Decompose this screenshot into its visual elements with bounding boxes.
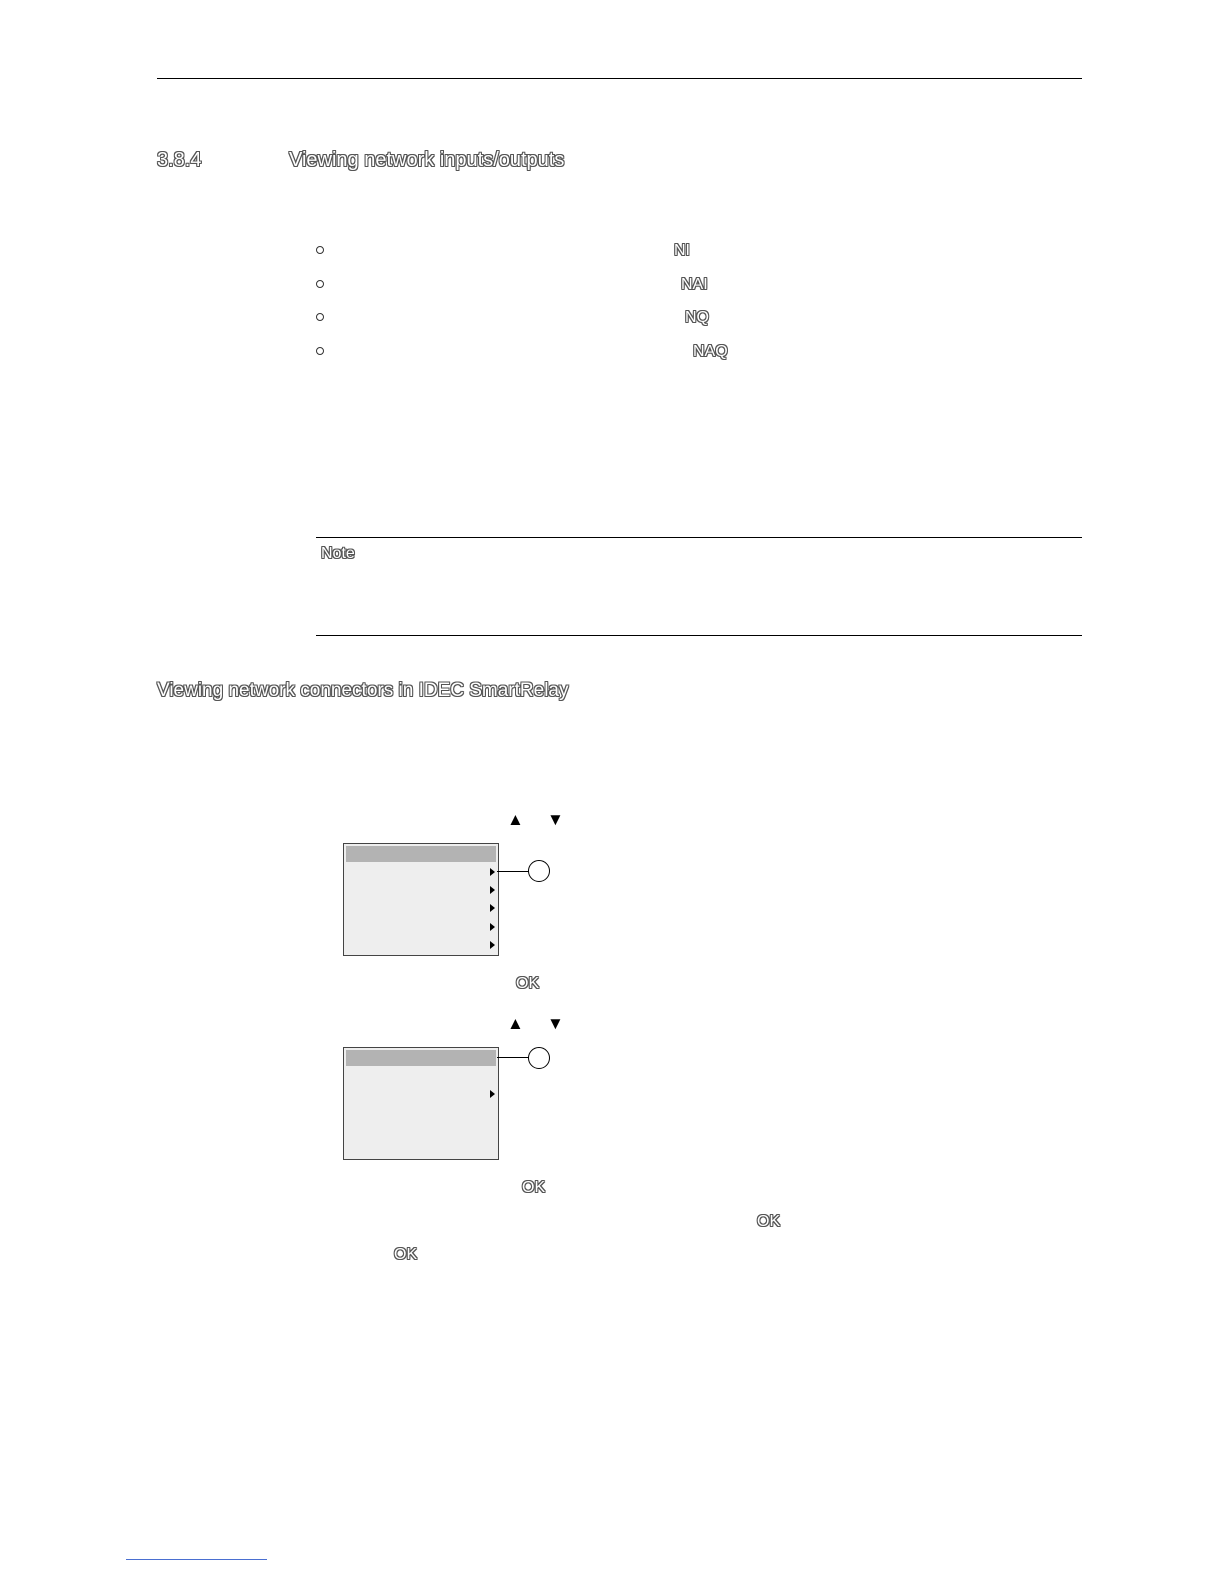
section-title: Viewing network inputs/outputs bbox=[289, 149, 565, 171]
ok-key-label: OK bbox=[757, 1213, 781, 1230]
callout-line bbox=[497, 871, 529, 872]
note-label: Note bbox=[321, 545, 355, 562]
bullet-code-nq: NQ bbox=[685, 309, 709, 326]
menu-pointer-icon bbox=[490, 1090, 495, 1098]
bullet-icon bbox=[316, 313, 324, 321]
callout-icon bbox=[528, 860, 550, 882]
bullet-icon bbox=[316, 246, 324, 254]
down-arrow-icon: ▼ bbox=[547, 1014, 564, 1033]
callout-icon bbox=[528, 1047, 550, 1069]
up-arrow-icon: ▲ bbox=[507, 1014, 524, 1033]
bullet-icon bbox=[316, 280, 324, 288]
menu-pointer-icon bbox=[490, 868, 495, 876]
ok-key-label: OK bbox=[394, 1246, 418, 1263]
bullet-code-naq: NAQ bbox=[693, 343, 728, 360]
menu-pointer-icon bbox=[490, 904, 495, 912]
bullet-code-nai: NAI bbox=[681, 276, 708, 293]
display-screen-submenu bbox=[343, 1047, 499, 1160]
menu-pointer-icon bbox=[490, 941, 495, 949]
section-number: 3.8.4 bbox=[157, 149, 202, 171]
menu-pointer-icon bbox=[490, 923, 495, 931]
ok-key-label: OK bbox=[516, 975, 540, 992]
display-highlight-bar bbox=[346, 846, 496, 862]
callout-line bbox=[497, 1057, 529, 1058]
display-highlight-bar bbox=[346, 1050, 496, 1066]
menu-pointer-icon bbox=[490, 886, 495, 894]
subsection-title: Viewing network connectors in IDEC SmartRelay bbox=[157, 680, 569, 701]
note-top-rule bbox=[316, 537, 1082, 538]
up-arrow-icon: ▲ bbox=[507, 810, 524, 829]
bullet-code-ni: NI bbox=[674, 242, 690, 259]
bullet-icon bbox=[316, 347, 324, 355]
footer-link-underline bbox=[126, 1559, 267, 1560]
header-rule bbox=[157, 78, 1082, 79]
down-arrow-icon: ▼ bbox=[547, 810, 564, 829]
note-bottom-rule bbox=[316, 635, 1082, 636]
ok-key-label: OK bbox=[522, 1179, 546, 1196]
display-screen-menu bbox=[343, 843, 499, 956]
